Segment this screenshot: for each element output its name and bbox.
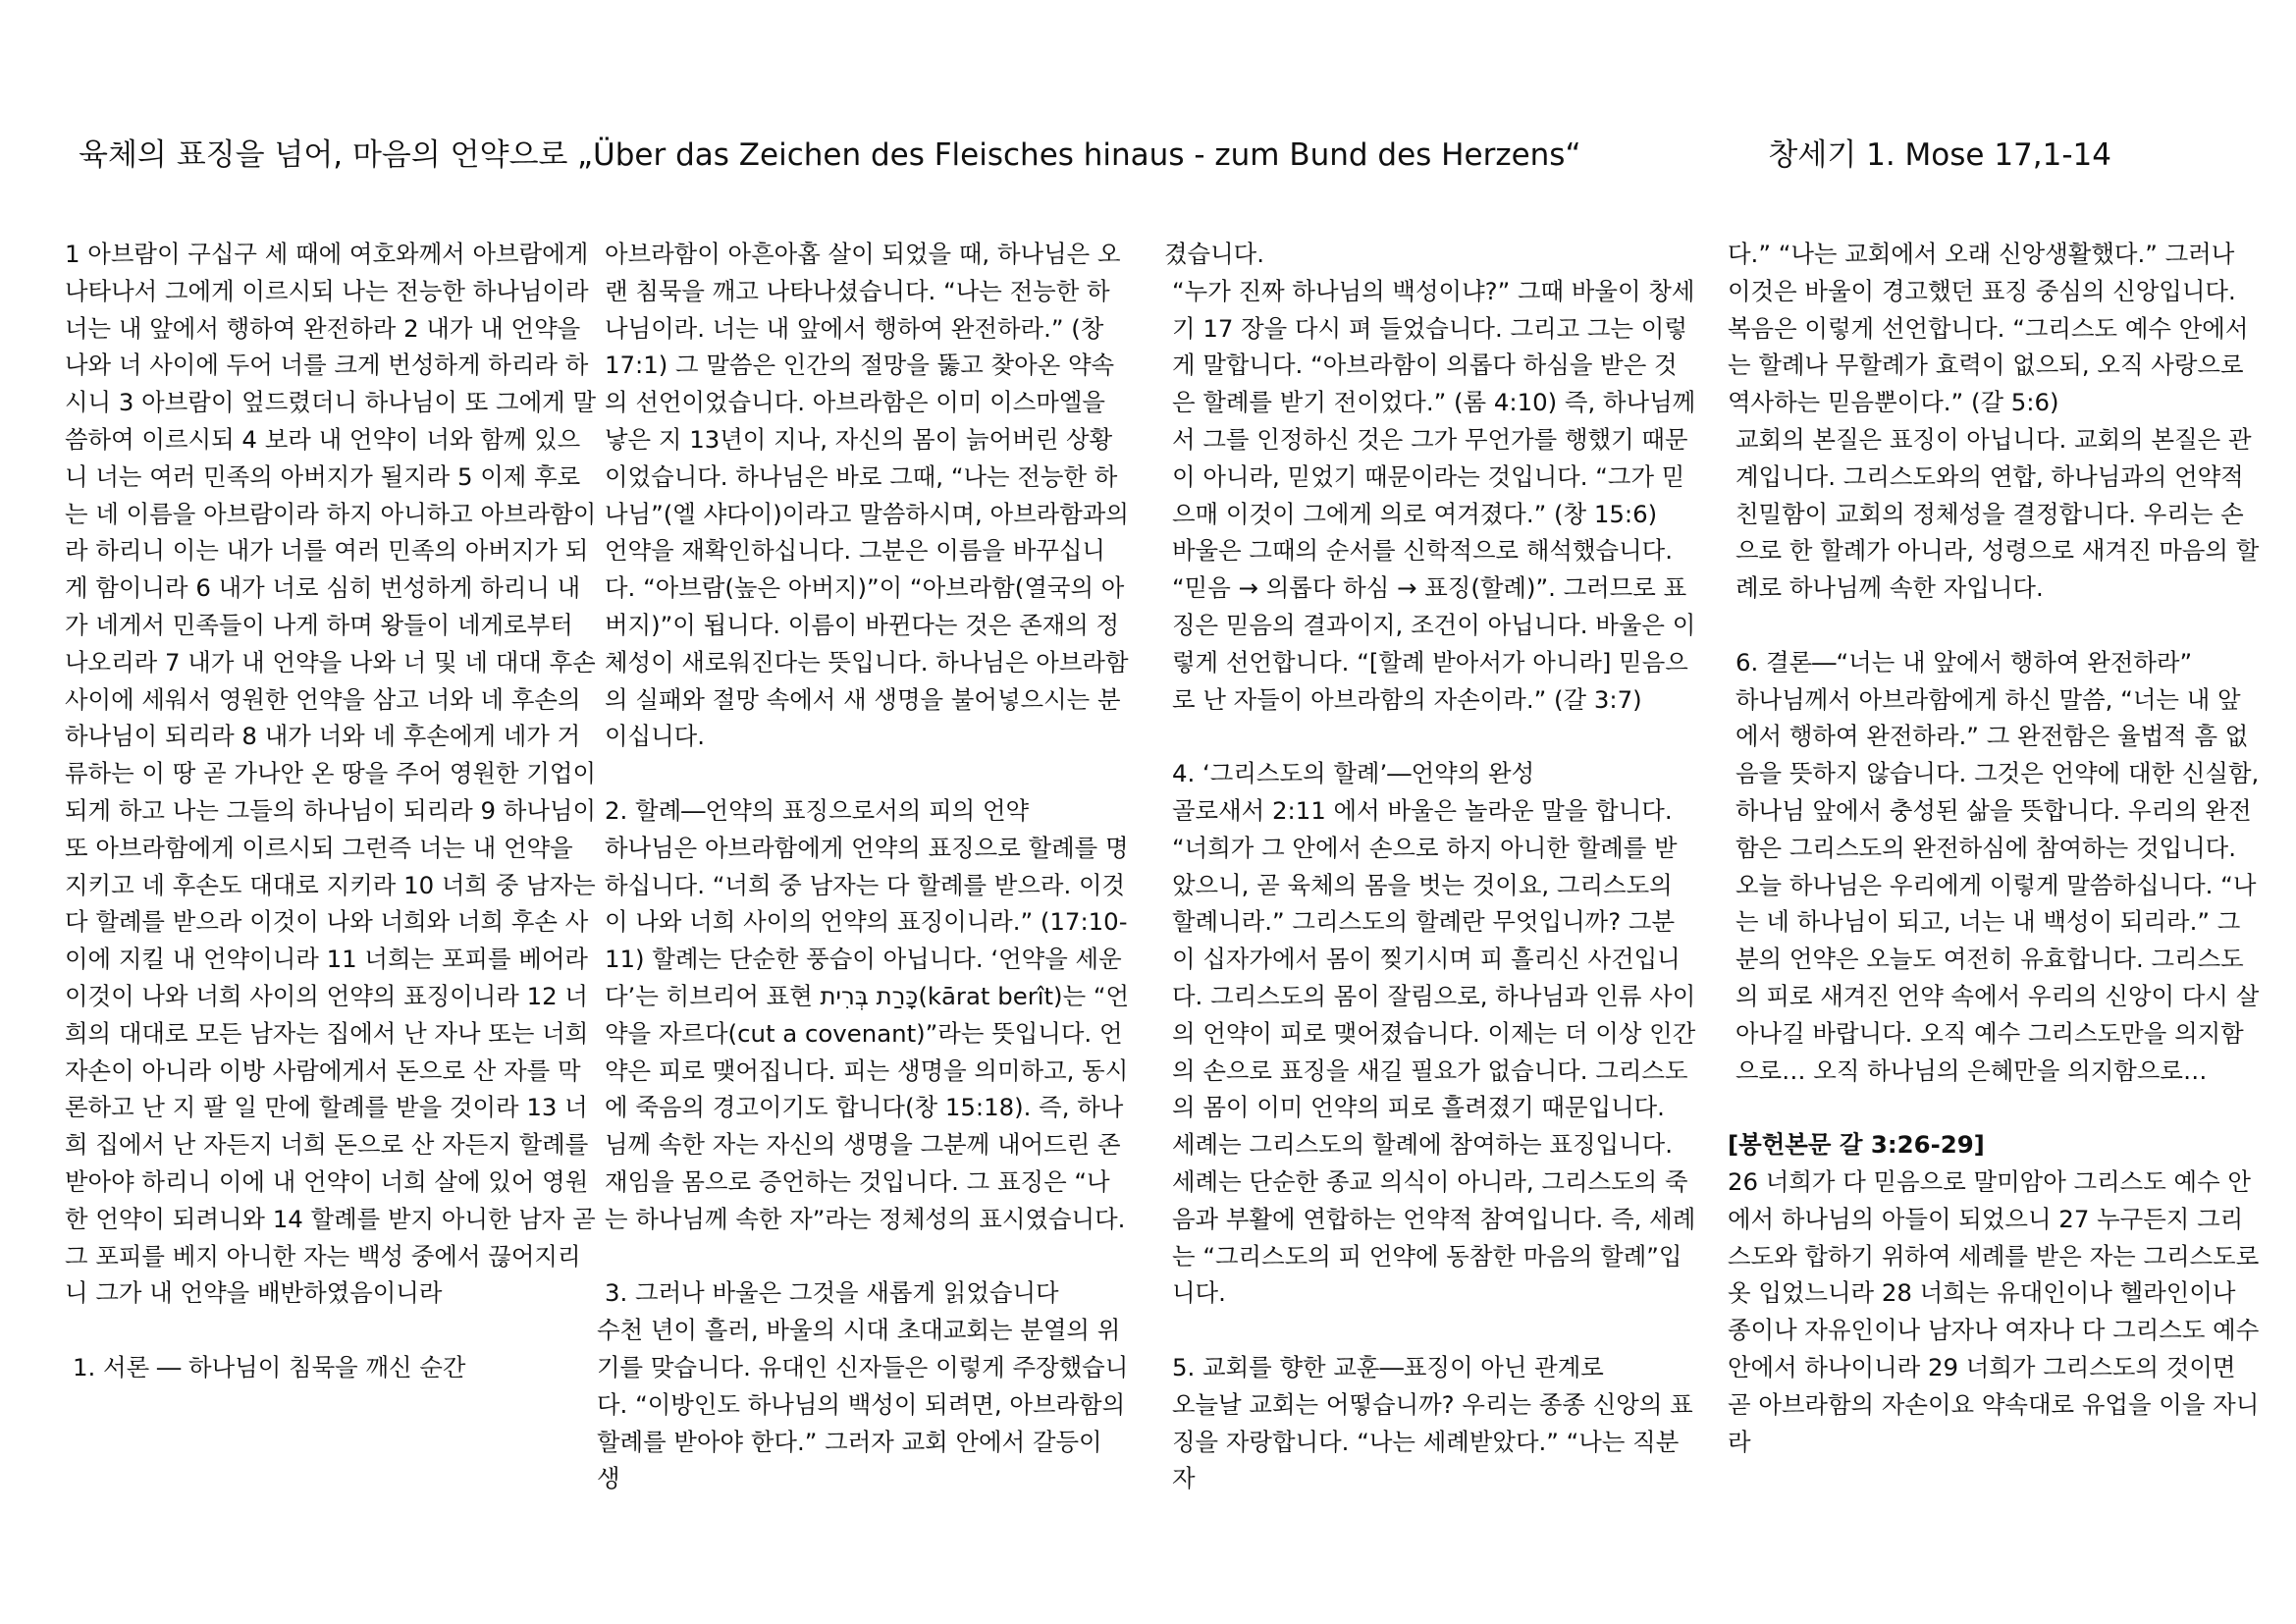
section-1-title: 1. 서론 ― 하나님이 침묵을 깨신 순간 xyxy=(73,1352,466,1381)
paragraph: 아브라함이 아흔아홉 살이 되었을 때, 하나님은 오랜 침묵을 깨고 나타나셨습니다. “나는 전능한 하나님이라. 너는 내 앞에서 행하여 완전하라.” (창 17:1) 그 말씀은 인간의 절망을 뚫고 찾아온 약속의 선언이었습니다. 아브라함은 이미 이스마엘을 낳은 지 13년이 지나, 자신의 몸이 늙어버린 상황이었습니다. 하나님은 바로 그때, “나는 전능한 하나님”(엘 샤다이)이라고 말씀하시며, 아브라함과의 언약을 재확인하십니다. 그분은 이름을 바꾸십니다. “아브람(높은 아버지)”이 “아브라함(열국의 아버지)”이 됩니다. 이름이 바뀐다는 것은 존재의 정체성이 새로워진다는 뜻입니다. 하나님은 아브라함의 실패와 절망 속에서 새 생명을 불어넣으시는 분이십니다. xyxy=(605,240,1129,751)
section-5-title: 5. 교회를 향한 교훈―표징이 아닌 관계로 xyxy=(1172,1352,1604,1381)
paragraph: 골로새서 2:11 에서 바울은 놀라운 말을 합니다. “너희가 그 안에서 손으로 하지 아니한 할례를 받았으니, 곧 육체의 몸을 벗는 것이요, 그리스도의 할례니라.” 그리스도의 할례란 무엇입니까? 그분이 십자가에서 몸이 찢기시며 피 흘리신 사건입니다. 그리스도의 몸이 잘림으로, 하나님과 인류 사이의 언약이 피로 맺어졌습니다. 이제는 더 이상 인간의 손으로 표징을 새길 필요가 없습니다. 그리스도의 몸이 이미 언약의 피로 흘려졌기 때문입니다. xyxy=(1172,795,1696,1122)
section-4-title: 4. ‘그리스도의 할례’―언약의 완성 xyxy=(1172,759,1535,788)
paragraph: 세례는 그리스도의 할례에 참여하는 표징입니다. 세례는 단순한 종교 의식이 아니라, 그리스도의 죽음과 부활에 연합하는 언약적 참여입니다. 즉, 세례는 “그리스도의 피 언약에 동참한 마음의 할례”입니다. xyxy=(1172,1130,1696,1308)
paragraph: 다.” “나는 교회에서 오래 신앙생활했다.” 그러나 이것은 바울이 경고했던 표징 중심의 신앙입니다. 복음은 이렇게 선언합니다. “그리스도 예수 안에서는 할례나 무할례가 효력이 없으되, 오직 사랑으로 역사하는 믿음뿐이다.” (갈 5:6) xyxy=(1728,240,2249,417)
paragraph: 오늘 하나님은 우리에게 이렇게 말씀하십니다. “나는 네 하나님이 되고, 너는 내 백성이 되리라.” 그분의 언약은 오늘도 여전히 유효합니다. 그리스도의 피로 새겨진 언약 속에서 우리의 신앙이 다시 살아나길 바랍니다. 오직 예수 그리스도만을 의지함으로… 오직 하나님의 은혜만을 의지함으로… xyxy=(1735,870,2260,1085)
paragraph: “누가 진짜 하나님의 백성이냐?” 그때 바울이 창세기 17 장을 다시 펴 들었습니다. 그리고 그는 이렇게 말합니다. “아브라함이 의롭다 하심을 받은 것은 할례를 받기 전이었다.” (롬 4:10) 즉, 하나님께서 그를 인정하신 것은 그가 무언가를 행했기 때문이 아니라, 믿었기 때문이라는 것입니다. “그가 믿으매 이것이 그에게 의로 여겨졌다.” (창 15:6) xyxy=(1172,276,1696,528)
column-4 xyxy=(1728,236,2261,1460)
title-german: „Über das Zeichen des Fleisches hinaus - zum Bund des Herzens“ xyxy=(577,137,1581,173)
paragraph: 수천 년이 흘러, 바울의 시대 초대교회는 분열의 위기를 맞습니다. 유대인 신자들은 이렇게 주장했습니다. “이방인도 하나님의 백성이 되려면, 아브라함의 할례를 받아야 한다.” 그러자 교회 안에서 갈등이 생 xyxy=(597,1316,1129,1493)
column-2 xyxy=(597,236,1130,1497)
paragraph: 하나님께서 아브라함에게 하신 말씀, “너는 내 앞에서 행하여 완전하라.” 그 완전함은 율법적 흠 없음을 뜻하지 않습니다. 그것은 언약에 대한 신실함, 하나님 앞에서 충성된 삶을 뜻합니다. 우리의 완전함은 그리스도의 완전하심에 참여하는 것입니다. xyxy=(1735,684,2260,862)
section-3-title: 3. 그러나 바울은 그것을 새롭게 읽었습니다 xyxy=(605,1278,1059,1308)
offering-text: 26 너희가 다 믿음으로 말미암아 그리스도 예수 안에서 하나님의 아들이 되었으니 27 누구든지 그리스도와 합하기 위하여 세례를 받은 자는 그리스도로 옷 입었느니라 28 너희는 유대인이나 헬라인이나 종이나 자유인이나 남자나 여자나 다 그리스도 예수 안에서 하나이니라 29 너희가 그리스도의 것이면 곧 아브라함의 자손이요 약속대로 유업을 이을 자니라 xyxy=(1728,1166,2260,1456)
paragraph: 겼습니다. xyxy=(1164,240,1264,268)
paragraph: 바울은 그때의 순서를 신학적으로 해석했습니다. “믿음 → 의롭다 하심 → 표징(할례)”. 그러므로 표징은 믿음의 결과이지, 조건이 아닙니다. 바울은 이렇게 선언합니다. “[할례 받아서가 아니라] 믿음으로 난 자들이 아브라함의 자손이라.” (갈 3:7) xyxy=(1172,536,1696,714)
paragraph: 교회의 본질은 표징이 아닙니다. 교회의 본질은 관계입니다. 그리스도와의 연합, 하나님과의 언약적 친밀함이 교회의 정체성을 결정합니다. 우리는 손으로 한 할례가 아니라, 성령으로 새겨진 마음의 할례로 하나님께 속한 자입니다. xyxy=(1735,424,2260,603)
scripture-reference: 창세기 1. Mose 17,1-14 xyxy=(1768,137,2111,173)
offering-text-title: [봉헌본문 갈 3:26-29] xyxy=(1728,1130,1985,1160)
title-korean: 육체의 표징을 넘어, 마음의 언약으로 xyxy=(79,137,568,173)
paragraph: 오늘날 교회는 어떻습니까? 우리는 종종 신앙의 표징을 자랑합니다. “나는 세례받았다.” “나는 직분자 xyxy=(1172,1389,1693,1493)
scripture-text: 1 아브람이 구십구 세 때에 여호와께서 아브람에게 나타나서 그에게 이르시되 나는 전능한 하나님이라 너는 내 앞에서 행하여 완전하라 2 내가 내 언약을 나와 너 사이에 두어 너를 크게 번성하게 하리라 하시니 3 아브람이 엎드렸더니 하나님이 또 그에게 말씀하여 이르시되 4 보라 내 언약이 너와 함께 있으니 너는 여러 민족의 아버지가 될지라 5 이제 후로는 네 이름을 아브람이라 하지 아니하고 아브라함이라 하리니 이는 내가 너를 여러 민족의 아버지가 되게 함이니라 6 내가 너로 심히 번성하게 하리니 내가 네게서 민족들이 나게 하며 왕들이 네게로부터 나오리라 7 내가 내 언약을 나와 너 및 네 대대 후손 사이에 세워서 영원한 언약을 삼고 너와 네 후손의 하나님이 되리라 8 내가 너와 네 후손에게 네가 거류하는 이 땅 곧 가나안 온 땅을 주어 영원한 기업이 되게 하고 나는 그들의 하나님이 되리라 9 하나님이 또 아브라함에게 이르시되 그런즉 너는 내 언약을 지키고 네 후손도 대대로 지키라 10 너희 중 남자는 다 할례를 받으라 이것이 나와 너희와 너희 후손 사이에 지킬 내 언약이니라 11 너희는 포피를 베어라 이것이 나와 너희 사이의 언약의 표징이니라 12 너희의 대대로 모든 남자는 집에서 난 자나 또는 너희 자손이 아니라 이방 사람에게서 돈으로 산 자를 막론하고 난 지 팔 일 만에 할례를 받을 것이라 13 너희 집에서 난 자든지 너희 돈으로 산 자든지 할례를 받아야 하리니 이에 내 언약이 너희 살에 있어 영원한 언약이 되려니와 14 할례를 받지 아니한 남자 곧 그 포피를 베지 아니한 자는 백성 중에서 끊어지리니 그가 내 언약을 배반하였음이니라 xyxy=(65,240,597,1308)
column-3 xyxy=(1164,236,1697,1497)
section-6-title: 6. 결론―“너는 내 앞에서 행하여 완전하라” xyxy=(1735,647,2193,677)
column-1 xyxy=(65,236,598,1386)
section-2-title: 2. 할례―언약의 표징으로서의 피의 언약 xyxy=(605,795,1030,825)
paragraph: 하나님은 아브라함에게 언약의 표징으로 할례를 명하십니다. “너희 중 남자는 다 할례를 받으라. 이것이 나와 너희 사이의 언약의 표징이니라.” (17:10-11) 할례는 단순한 풍습이 아닙니다. ‘언약을 세운다’는 히브리어 표현 כָּרַת בְּרִית(kārat berît)는 “언약을 자르다(cut a covenant)”라는 뜻입니다. 언약은 피로 맺어집니다. 피는 생명을 의미하고, 동시에 죽음의 경고이기도 합니다(창 15:18). 즉, 하나님께 속한 자는 자신의 생명을 그분께 내어드린 존재임을 몸으로 증언하는 것입니다. 그 표징은 “나는 하나님께 속한 자”라는 정체성의 표시였습니다. xyxy=(605,833,1130,1233)
